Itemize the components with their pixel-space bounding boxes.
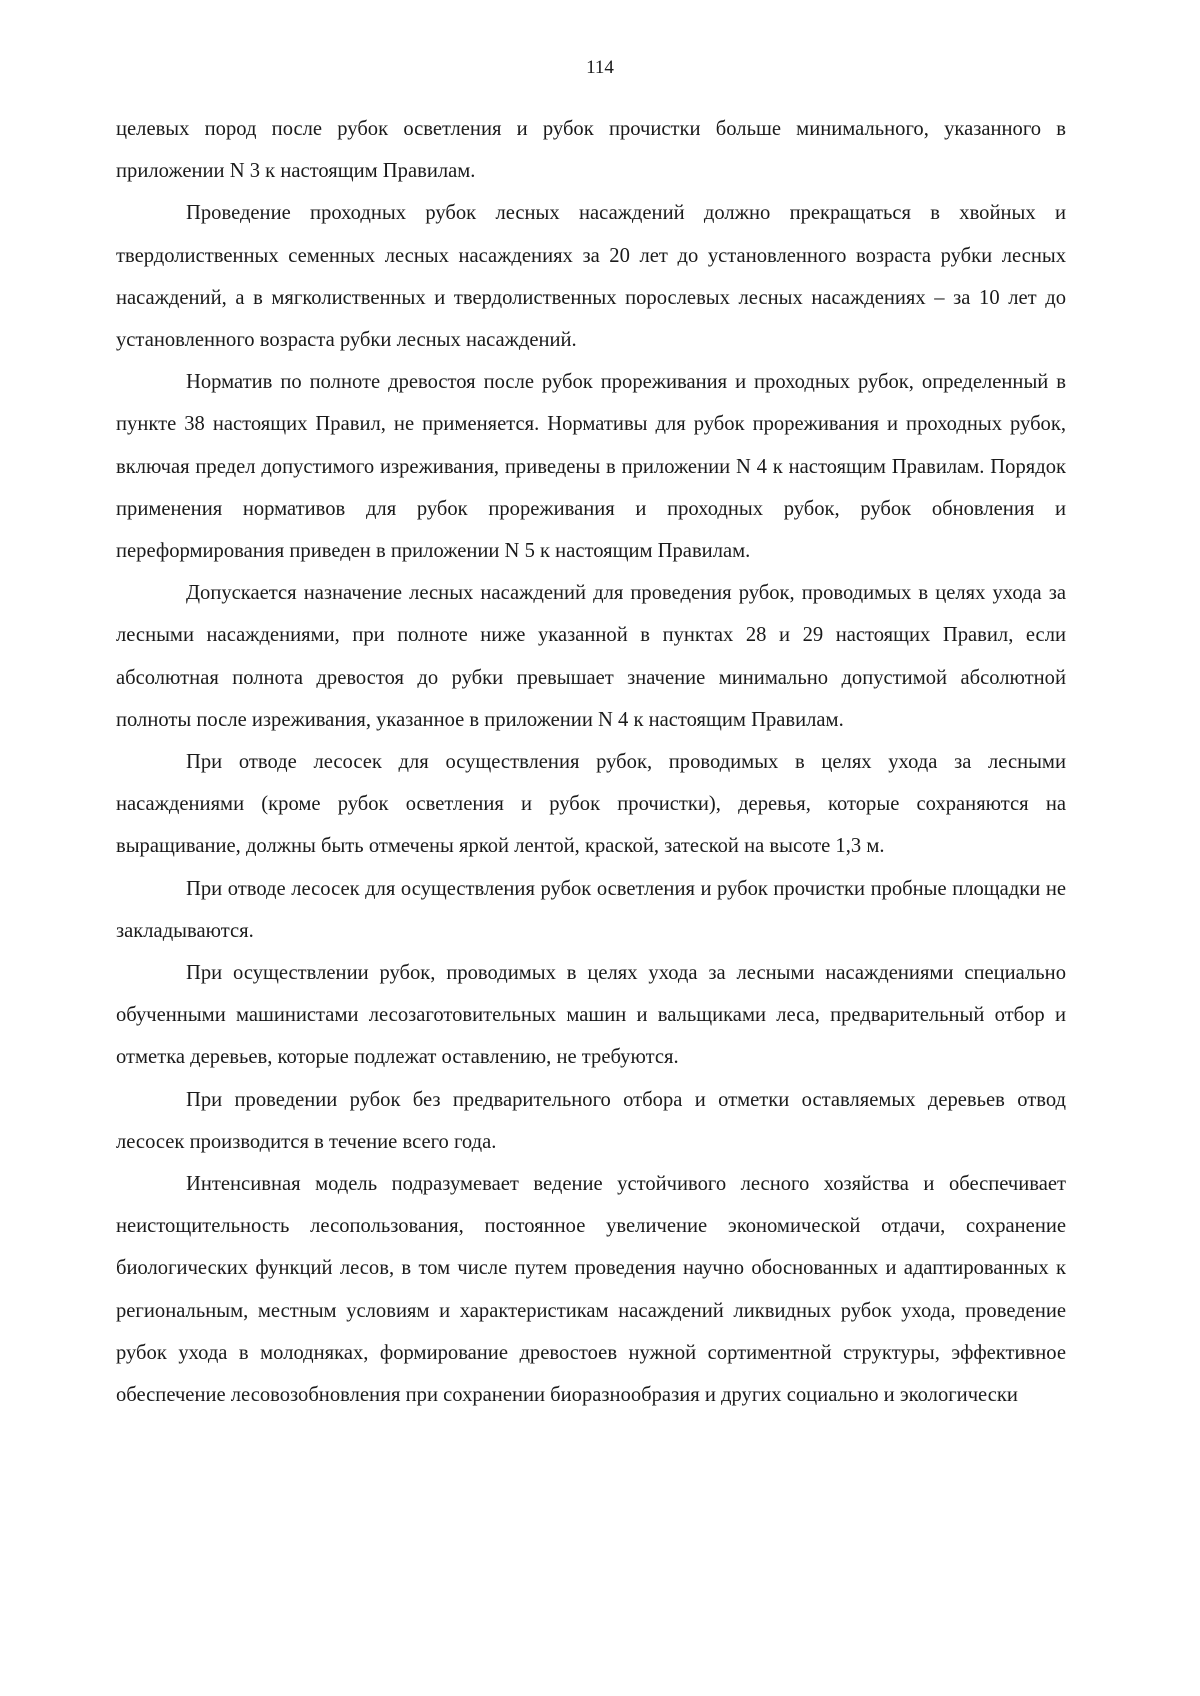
page-number: 114 <box>586 57 614 78</box>
paragraph: Интенсивная модель подразумевает ведение устойчивого лесного хозяйства и обеспечивает неистощительность лесопользования, постоянное увеличение экономической отдачи, сохранение биологических функций лесов, в том числе путем проведения научно обоснованных и адаптированных к региональным, местным условиям и характеристикам насаждений ликвидных рубок ухода, проведение рубок ухода в молодняках, формирование древостоев нужной сортиментной структуры, эффективное обеспечение лесовозобновления при сохранении биоразнообразия и других социально и экологически <box>116 1173 1066 1407</box>
paragraph: При проведении рубок без предварительного отбора и отметки оставляемых деревьев отвод лесосек производится в течение всего года. <box>116 1088 1066 1153</box>
paragraph: Допускается назначение лесных насаждений для проведения рубок, проводимых в целях ухода за лесными насаждениями, при полноте ниже указанной в пунктах 28 и 29 настоящих Правил, если абсолютная полнота древостоя до рубки превышает значение минимально допустимой абсолютной полноты после изреживания, указанное в приложении N 4 к настоящим Правилам. <box>116 582 1066 731</box>
paragraph: Норматив по полноте древостоя после рубок прореживания и проходных рубок, определенный в пункте 38 настоящих Правил, не применяется. Нормативы для рубок прореживания и проходных рубок, включая предел допустимого изреживания, приведены в приложении N 4 к настоящим Правилам. Порядок применения нормативов для рубок прореживания и проходных рубок, рубок обновления и переформирования приведен в приложении N 5 к настоящим Правилам. <box>116 371 1066 563</box>
paragraph: При осуществлении рубок, проводимых в целях ухода за лесными насаждениями специально обученными машинистами лесозаготовительных машин и вальщиками леса, предварительный отбор и отметка деревьев, которые подлежат оставлению, не требуются. <box>116 962 1066 1069</box>
paragraph: При отводе лесосек для осуществления рубок осветления и рубок прочистки пробные площадки не закладываются. <box>116 877 1066 942</box>
paragraph: Проведение проходных рубок лесных насаждений должно прекращаться в хвойных и твердолиственных семенных лесных насаждениях за 20 лет до установленного возраста рубки лесных насаждений, а в мягколиственных и твердолиственных порослевых лесных насаждениях – за 10 лет до установленного возраста рубки лесных насаждений. <box>116 202 1066 352</box>
paragraph: При отводе лесосек для осуществления рубок, проводимых в целях ухода за лесными насаждениями (кроме рубок осветления и рубок прочистки), деревья, которые сохраняются на выращивание, должны быть отмечены яркой лентой, краской, затеской на высоте 1,3 м. <box>116 751 1066 858</box>
paragraph-continuation: целевых пород после рубок осветления и рубок прочистки больше минимального, указанного в приложении N 3 к настоящим Правилам. <box>116 118 1066 183</box>
body-text <box>116 108 1066 1416</box>
